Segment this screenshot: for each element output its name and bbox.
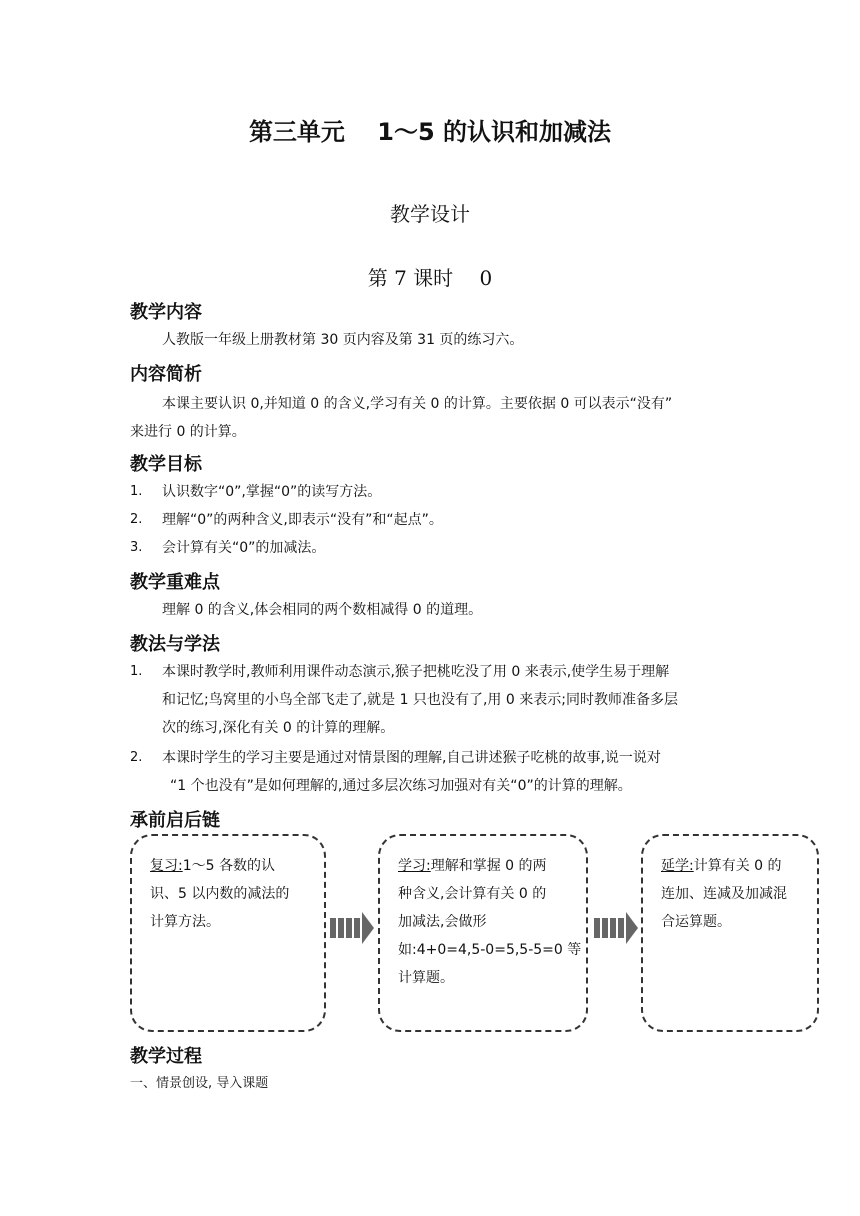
goal-number: 2. — [130, 512, 143, 527]
section-heading-key-points: 教学重难点 — [130, 572, 220, 593]
goal-number: 1. — [130, 484, 143, 499]
review-line: 识、5 以内数的减法的 — [150, 886, 290, 902]
method-line: 和记忆;鸟窝里的小鸟全部飞走了,就是 1 只也没有了,用 0 来表示;同时教师准备多层 — [162, 692, 678, 708]
goal-item: 会计算有关“0”的加减法。 — [162, 540, 326, 556]
method-line: 次的练习,深化有关 0 的计算的理解。 — [162, 720, 395, 736]
page-title: 第三单元 1～5 的认识和加减法 — [248, 118, 612, 146]
extension-line: 合运算题。 — [661, 914, 731, 930]
key-points-text: 理解 0 的含义,体会相同的两个数相减得 0 的道理。 — [162, 602, 483, 618]
method-line: “1 个也没有”是如何理解的,通过多层次练习加强对有关“0”的计算的理解。 — [170, 778, 632, 794]
extension-label: 延学: — [661, 858, 694, 874]
section-heading-content: 教学内容 — [130, 302, 202, 323]
method-number: 2. — [130, 750, 143, 765]
method-line: 本课时学生的学习主要是通过对情景图的理解,自己讲述猴子吃桃的故事,说一说对 — [162, 750, 661, 766]
method-number: 1. — [130, 664, 143, 679]
review-line: 1～5 各数的认 — [182, 858, 275, 874]
goal-item: 认识数字“0”,掌握“0”的读写方法。 — [162, 484, 382, 500]
extension-box — [641, 834, 819, 1032]
analysis-text-line1: 本课主要认识 0,并知道 0 的含义,学习有关 0 的计算。主要依据 0 可以表示“没有” — [162, 396, 673, 412]
study-label: 学习: — [398, 858, 431, 874]
lesson-title: 第 7 课时 0 — [367, 266, 493, 290]
review-box — [130, 834, 326, 1032]
goal-item: 理解“0”的两种含义,即表示“没有”和“起点”。 — [162, 512, 443, 528]
section-heading-methods: 教法与学法 — [130, 634, 220, 655]
analysis-text-line2: 来进行 0 的计算。 — [130, 424, 246, 440]
method-line: 本课时教学时,教师利用课件动态演示,猴子把桃吃没了用 0 来表示,使学生易于理解 — [162, 664, 670, 680]
goal-number: 3. — [130, 540, 143, 555]
arrow-right-icon — [328, 910, 376, 946]
section-heading-analysis: 内容简析 — [130, 364, 202, 385]
review-line: 计算方法。 — [150, 914, 220, 930]
study-line: 种含义,会计算有关 0 的 — [398, 886, 547, 902]
study-line: 理解和掌握 0 的两 — [430, 858, 547, 874]
process-subheading: 一、情景创设, 导入课题 — [130, 1076, 269, 1091]
study-line: 计算题。 — [398, 970, 454, 986]
study-box — [378, 834, 588, 1032]
section-heading-goals: 教学目标 — [130, 454, 202, 475]
section-heading-process: 教学过程 — [130, 1046, 202, 1067]
content-text: 人教版一年级上册教材第 30 页内容及第 31 页的练习六。 — [162, 332, 524, 348]
review-label: 复习: — [150, 858, 183, 874]
extension-line: 连加、连减及加减混 — [661, 886, 787, 902]
study-line: 加减法,会做形 — [398, 914, 487, 930]
document-subtitle: 教学设计 — [390, 202, 470, 226]
section-heading-links: 承前启后链 — [130, 810, 220, 831]
extension-line: 计算有关 0 的 — [693, 858, 782, 874]
arrow-right-icon — [592, 910, 640, 946]
study-line: 如:4+0=4,5-0=5,5-5=0 等 — [398, 942, 582, 958]
